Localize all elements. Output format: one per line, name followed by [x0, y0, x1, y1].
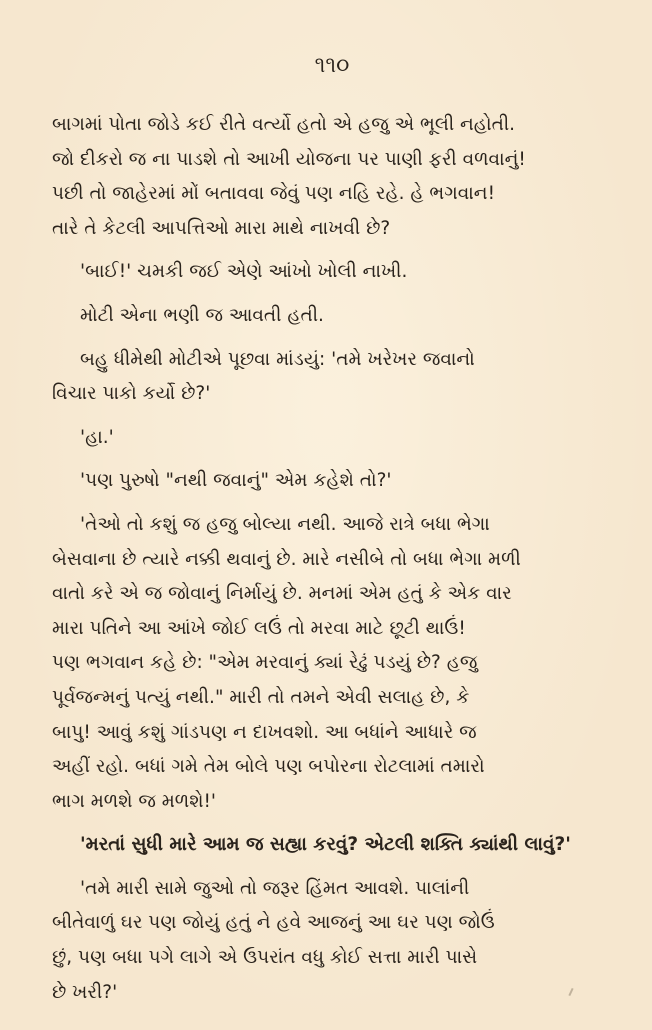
text-line: પણ ભગવાન કહે છે: "એમ મરવાનું ક્યાં રેઢું પડયું છે? હજુ — [52, 652, 478, 674]
text-line: 'પણ પુરુષો "નથી જવાનું" એમ કહેશે તો?' — [80, 470, 392, 492]
text-line: પૂર્વજન્મનું પત્યું નથી." મારી તો તમને એવી સલાહ છે, કે — [52, 686, 470, 708]
text-line: બાપુ! આવું કશું ગાંડપણ ન દાખવશો. આ બધાંને આધારે જ — [52, 721, 477, 743]
paragraph-4 — [52, 343, 612, 412]
paragraph-1 — [52, 108, 612, 246]
text-line: 'તેઓ તો કશું જ હજુ બોલ્યા નથી. આજે રાત્રે બધા ભેગા — [80, 513, 490, 535]
paragraph-9 — [52, 872, 612, 1010]
text-line: ભાગ મળશે જ મળશે!' — [52, 790, 216, 812]
text-line: 'તમે મારી સામે જુઓ તો જરૂર હિંમત આવશે. પાલાંની — [80, 877, 470, 899]
paragraph-6 — [52, 464, 612, 499]
page-number: ૧૧૦ — [314, 53, 350, 78]
text-line: મોટી એના ભણી જ આવતી હતી. — [80, 304, 324, 326]
text-line: છું, પણ બધા પગે લાગે એ ઉપરાંત વધુ કોઈ સત્તા મારી પાસે — [52, 947, 478, 969]
page-body — [52, 108, 612, 1010]
text-line: બહુ ધીમેથી મોટીએ પૂછવા માંડયું: 'તમે ખરેખર જવાનો — [80, 348, 475, 370]
text-line: બાગમાં પોતા જોડે કઈ રીતે વર્ત્યો હતો એ હજુ એ ભૂલી નહોતી. — [52, 114, 516, 135]
text-line: પછી તો જાહેરમાં મોં બતાવવા જેવું પણ નહિ રહે. હે ભગવાન! — [52, 183, 495, 205]
paragraph-8 — [52, 828, 612, 863]
text-line: 'બાઈ!' ચમકી જઈ એણે આંખો ખોલી નાખી. — [80, 261, 408, 283]
text-line: 'મરતાં સુધી મારે આમ જ સહ્યા કરવું? એટલી શક્તિ ક્યાંથી લાવું?' — [80, 834, 571, 856]
text-line: બેસવાના છે ત્યારે નક્કી થવાનું છે. મારે નસીબે તો બધા ભેગા મળી — [52, 548, 521, 570]
text-line: વાતો કરે એ જ જોવાનું નિર્માયું છે. મનમાં એમ હતું કે એક વાર — [52, 583, 512, 605]
text-line: જો દીકરો જ ના પાડશે તો આખી યોજના પર પાણી ફરી વળવાનું! — [52, 148, 526, 170]
text-line: વિચાર પાકો કર્યો છે?' — [52, 383, 211, 405]
text-line: મારા પતિને આ આંખે જોઈ લઉં તો મરવા માટે છૂટી થાઉં! — [52, 617, 466, 639]
text-line: તારે તે કેટલી આપત્તિઓ મારા માથે નાખવી છે? — [52, 217, 391, 239]
paragraph-3 — [52, 299, 612, 334]
text-line: બીતેવાળું ઘર પણ જોયું હતું ને હવે આજનું આ ઘર પણ જોઉં — [52, 912, 495, 934]
text-line: છે ખરી?' — [52, 981, 118, 1003]
paragraph-5 — [52, 421, 612, 456]
paragraph-2 — [52, 255, 612, 290]
text-line: 'હા.' — [80, 426, 114, 448]
text-line: અહીં રહો. બધાં ગમે તેમ બોલે પણ બપોરના રોટલામાં તમારો — [52, 756, 485, 778]
paragraph-7 — [52, 508, 612, 819]
